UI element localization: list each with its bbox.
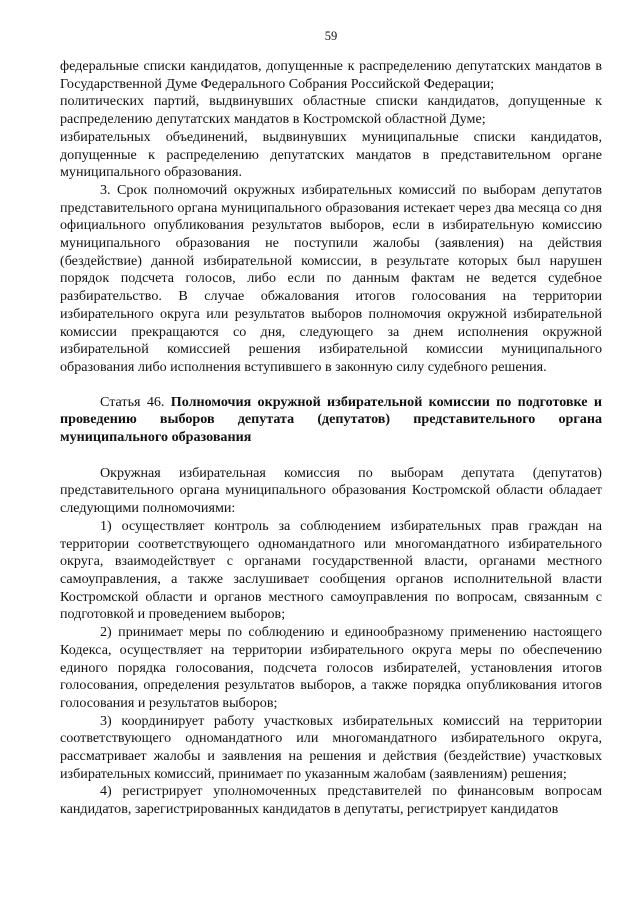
list-item-1: 1) осуществляет контроль за соблюдением избирательных прав граждан на территории соответствующего одномандатного или многомандатного избирательного округа, взаимодействует с органами государственной власти, органами местного самоуправления, а также заслушивает сообщения органов исполнительной власти Костромской области и органов местного самоуправления по вопросам, связанным с подготовкой и проведением выборов; [60,517,602,623]
list-item-2: 2) принимает меры по соблюдению и единообразному применению настоящего Кодекса, осуществляет на территории избирательного округа меры по обеспечению единого порядка голосования, подсчета голосов избирателей, установления итогов голосования, определения результатов выборов, а также порядка опубликования итогов голосования и результатов выборов; [60,624,602,711]
article-title: Полномочия окружной избирательной комиссии по подготовке и проведению выборов депутата (депутатов) представительного органа муниципального образования [60,393,602,446]
paragraph-federal-lists: федеральные списки кандидатов, допущенные к распределению депутатских мандатов в Государственной Думе Федерального Собрания Российской Федерации; [60,58,602,92]
page-number: 59 [324,29,338,43]
article-prefix: Статья 46. [100,393,171,410]
list-item-3: 3) координирует работу участковых избирательных комиссий на территории соответствующего одномандатного или многомандатного избирательного округа, рассматривает жалобы и заявления на решения и действия (бездействие) участковых избирательных комиссий, принимает по указанным жалобам (заявлениям) решения; [60,712,602,782]
article-intro: Окружная избирательная комиссия по выборам депутата (депутатов) представительного органа муниципального образования Костромской области обладает следующими полномочиями: [60,464,602,517]
article-heading [60,394,602,447]
clause-3: 3. Срок полномочий окружных избирательных комиссий по выборам депутатов представительного органа муниципального образования истекает через два месяца со дня официального опубликования результатов выборов, если в избирательную комиссию муниципального образования не поступили жалобы (заявления) на действия (бездействие) данной избирательной комиссии, в результате которых был нарушен порядок подсчета голосов, либо если по данным фактам не ведется судебное разбирательство. В случае обжалования итогов голосования на территории избирательного округа или результатов выборов полномочия окружной избирательной комиссии прекращаются со дня, следующего за днем исполнения окружной избирательной комиссией решения избирательной комиссии муниципального образования либо исполнения вступившего в законную силу судебного решения. [60,181,602,375]
list-item-4: 4) регистрирует уполномоченных представителей по финансовым вопросам кандидатов, зарегистрированных кандидатов в депутаты, регистрирует кандидатов [60,783,602,818]
paragraph-electoral-associations: избирательных объединений, выдвинувших муниципальные списки кандидатов, допущенные к распределению депутатских мандатов в представительном органе муниципального образования. [60,128,602,181]
document-page [60,28,602,819]
paragraph-political-parties: политических партий, выдвинувших областные списки кандидатов, допущенные к распределению депутатских мандатов в Костромской областной Думе; [60,93,602,128]
